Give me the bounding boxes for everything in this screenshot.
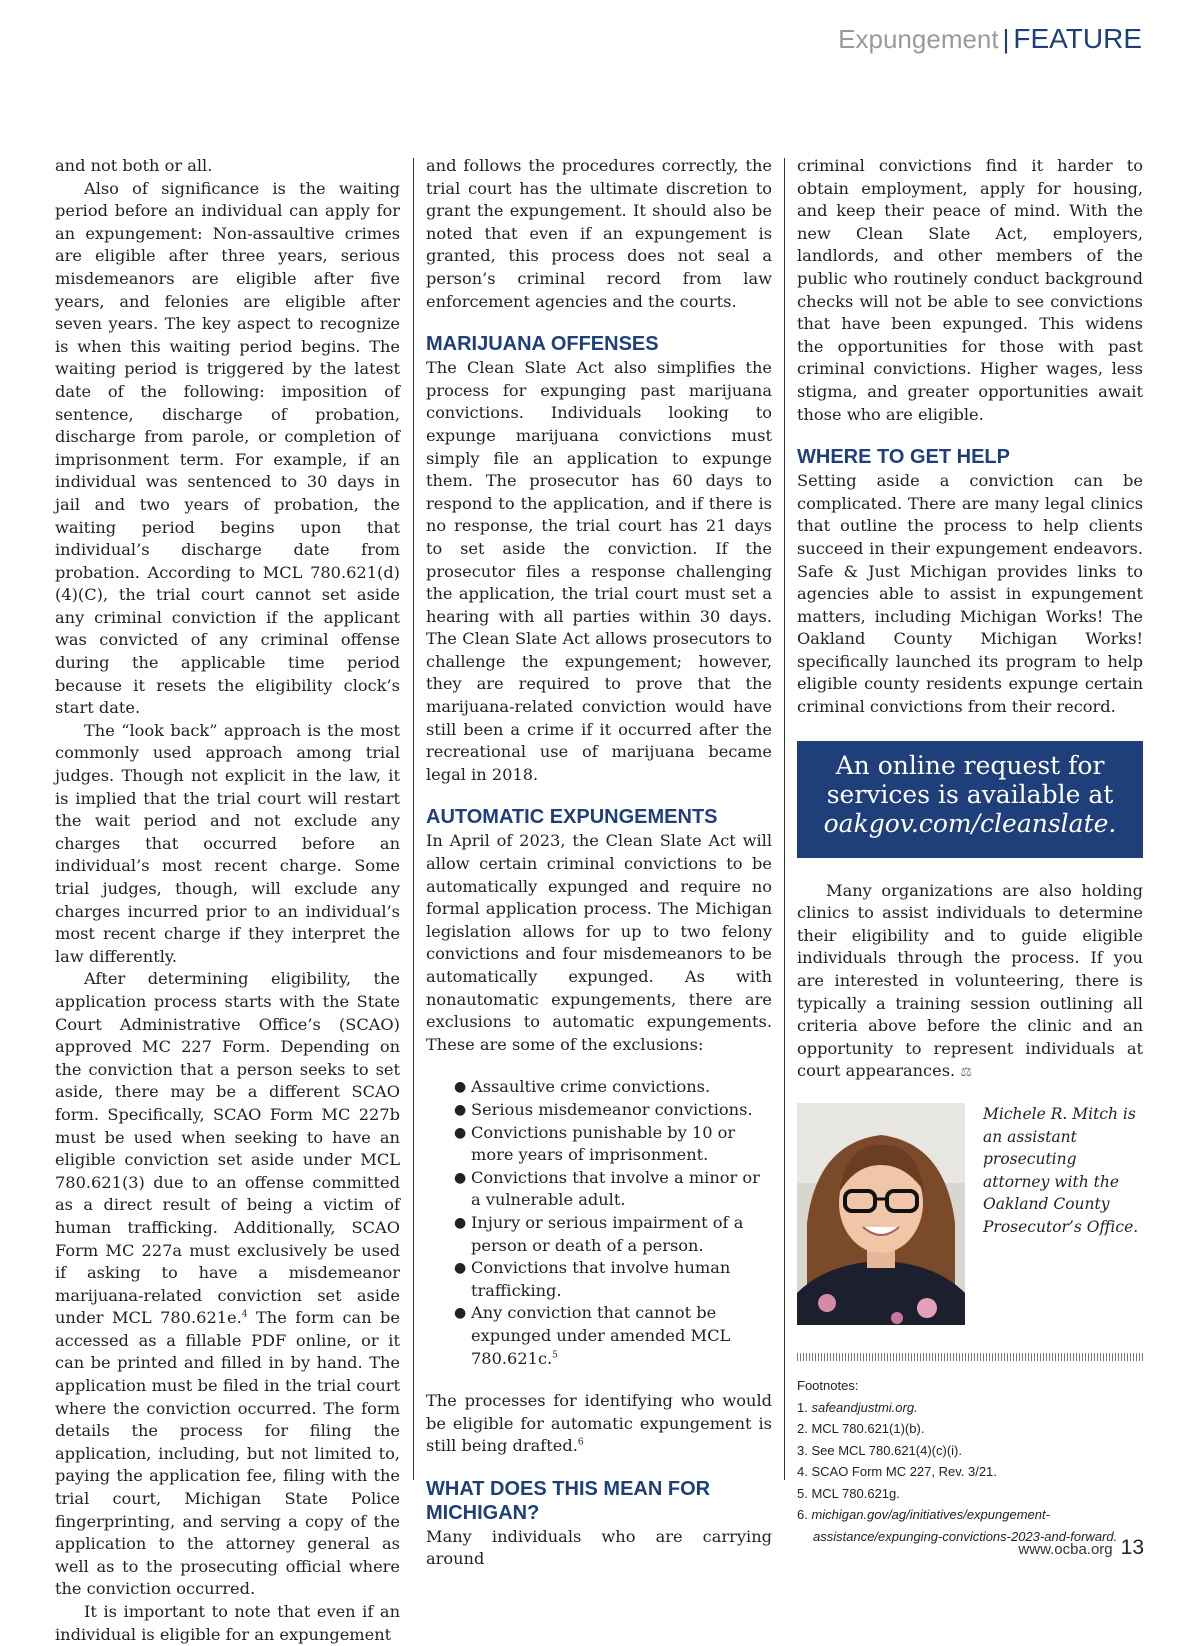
footer-website[interactable]: www.ocba.org [1018,1541,1113,1558]
footnote-item [797,1461,1143,1483]
footnote-ref: 4 [241,1309,248,1320]
callout-box [797,741,1143,858]
footnote-ref: 5 [552,1350,558,1361]
footnote-item [797,1440,1143,1462]
section-heading-marijuana: MARIJUANA OFFENSES [426,333,659,356]
paragraph: In April of 2023, the Clean Slate Act will allow certain criminal convictions to be automatically expunged and require no formal application process. The Michigan legislation allows for up to two felony convictions and four misdemeanors to be automatically expunged. As with nonautomatic expungements, there are exclusions to automatic expungements. These are some of the exclusions: [426,831,772,1054]
list-item: ● Assaultive crime convictions. [454,1076,772,1099]
footnote-number: 1. [797,1399,808,1415]
callout-line: services is available at [826,779,1114,809]
paragraph: criminal convictions find it harder to obtain employment, apply for housing, and keep their peace of mind. With the new Clean Slate Act, employers, landlords, and other members of the public who routinely conduct background checks will not be able to see convictions that have been expunged. This widens the opportunities for those with past criminal convictions. Higher wages, less stigma, and greater opportunities await those who are eligible. [797,156,1143,424]
paragraph: Many individuals who are carrying around [426,1526,772,1569]
section-label: Expungement [838,24,999,54]
paragraph: and follows the procedures correctly, the trial court has the ultimate discretion to grant the expungement. It should also be noted that even if an expungement is granted, this process does not seal a person’s criminal record from law enforcement agencies and the courts. [426,156,772,311]
article-column-3 [797,155,1143,1547]
footnote-item [797,1418,1143,1440]
author-block [797,1103,1143,1325]
paragraph-text: The processes for identifying who would be eligible for automatic expungement is still being drafted. [426,1391,772,1456]
paragraph [55,968,400,1601]
footnote-text: SCAO Form MC 227, Rev. 3/21. [811,1464,997,1479]
footnote-number: 3. [797,1442,808,1458]
footnote-item [797,1397,1143,1419]
footnote-number: 6. [797,1507,808,1522]
list-item: ● Convictions that involve a minor or a vulnerable adult. [454,1167,772,1212]
article-column-2 [426,155,772,1571]
paragraph: It is important to note that even if an individual is eligible for an expungement [55,1602,400,1644]
footnote-number: 4. [797,1464,808,1479]
paragraph-text: The form can be accessed as a fillable PDF online, or it can be printed and filled in by hand. The application must be filed in the trial court where the conviction occurred. The form details the process for filing the application, including, but not limited to, paying the application fee, filing with the trial court, Michigan State Police fingerprinting, and serving a copy of the application to the attorney general as well as to the prosecuting official where the conviction occurred. [55,1308,401,1599]
footnote-ref: 6 [577,1437,584,1448]
paragraph [797,880,1143,1085]
callout-line: An online request for [835,750,1105,780]
footnote-number: 2. [797,1421,808,1436]
paragraph [426,1390,772,1458]
footnotes-title: Footnotes: [797,1378,859,1393]
author-bio: Michele R. Mitch is an assistant prosecuting attorney with the Oakland County Prosecutor’s Office. [983,1105,1139,1236]
footnote-item [797,1483,1143,1505]
callout-url[interactable]: oakgov.com/cleanslate. [823,808,1117,838]
footnotes-list [797,1397,1143,1548]
list-item-text: Any conviction that cannot be expunged under amended MCL 780.621c. [471,1303,731,1368]
list-item [454,1302,772,1370]
paragraph: Setting aside a conviction can be complicated. There are many legal clinics that outline the process to help clients succeed in their expungement endeavors. Safe & Just Michigan provides links to agencies able to assist in expungement matters, including Michigan Works! The Oakland County Michigan Works! specifically launched its program to help eligible county residents expunge certain criminal convictions from their record. [797,471,1143,717]
section-heading-automatic: AUTOMATIC EXPUNGEMENTS [426,806,718,829]
footnote-divider [797,1353,1143,1361]
paragraph: and not both or all. [55,156,213,175]
footnote-text: MCL 780.621g. [811,1485,900,1501]
footnote-number: 5. [797,1485,808,1501]
column-divider [784,158,785,1480]
page-header [838,22,1142,56]
footnotes [797,1375,1143,1547]
end-mark-icon: ⚖ [960,1065,972,1081]
section-heading-help: WHERE TO GET HELP [797,446,1010,469]
paragraph: The “look back” approach is the most commonly used approach among trial judges. Though not explicit in the law, it is implied that the trial court will restart the wait period and not exclude any charges that occurred before an individual’s most recent charge. Some trial judges, though, will exclude any charges incurred prior to an individual’s most recent charge if they interpret the law differently. [55,720,400,966]
header-separator: | [1002,24,1010,54]
column-divider [413,158,414,1480]
paragraph: Also of significance is the waiting period before an individual can apply for an expungement: Non-assaultive crimes are eligible after three years, serious misdemeanors are eligible after five years, and felonies are eligible after seven years. The key aspect to recognize is when this waiting period begins. The waiting period is triggered by the latest date of the following: imposition of sentence, discharge of probation, discharge from parole, or completion of imprisonment term. For example, if an individual was sentenced to 30 days in jail and two years of probation, the waiting period begins upon that individual’s discharge date from probation. According to MCL 780.621(d)(4)(C), the trial court cannot set aside any criminal conviction if the applicant was convicted of any criminal offense during the applicable time period because it resets the eligibility clock’s start date. [55,178,400,718]
footnote-text[interactable]: safeandjustmi.org. [811,1399,918,1415]
page-number: 13 [1120,1536,1144,1559]
section-heading-meaning: WHAT DOES THIS MEAN FOR MICHIGAN? [426,1477,711,1524]
list-item: ● Convictions that involve human trafficking. [454,1257,772,1302]
exclusions-list [454,1076,772,1370]
paragraph: The Clean Slate Act also simplifies the process for expunging past marijuana convictions. Individuals looking to expunge marijuana convictions must simply file an application to expunge them. The prosecutor has 60 days to respond to the application, and if there is no response, the trial court has 21 days to set aside the conviction. If the prosecutor files a response challenging the application, the trial court must set a hearing with all parties within 30 days. The Clean Slate Act allows prosecutors to challenge the expungement; however, they are required to prove that the marijuana-related conviction would have still been a crime if it occurred after the recreational use of marijuana became legal in 2018. [426,358,772,784]
page-footer [1018,1536,1144,1560]
paragraph-text: Many organizations are also holding clinics to assist individuals to determine their eligibility and to guide eligible individuals through the process. If you are interested in volunteering, there is typically a training session outlining all criteria above before the clinic and an opportunity to represent individuals at court appearances. [797,880,1143,1081]
footnote-text: MCL 780.621(1)(b). [811,1421,925,1436]
list-item: ● Injury or serious impairment of a person or death of a person. [454,1212,772,1257]
paragraph-text: After determining eligibility, the application process starts with the State Court Administrative Office’s (SCAO) approved MC 227 Form. Depending on the conviction that a person seeks to set aside, there may be a different SCAO form. Specifically, SCAO Form MC 227b must be used when seeking to have an eligible conviction set aside under MCL 780.621(3) due to an offense committed as a direct result of being a victim of human trafficking. Additionally, SCAO Form MC 227a must exclusively be used if asking to have a misdemeanor marijuana-related conviction set aside under MCL 780.621e. [55,969,400,1328]
article-column-1 [55,155,400,1646]
footnote-text[interactable]: michigan.gov/ag/initiatives/expungement-assistance/expunging-convictions-2023-and-forward. [811,1507,1118,1544]
list-item: ● Convictions punishable by 10 or more years of imprisonment. [454,1122,772,1167]
author-photo [797,1103,965,1325]
feature-label: FEATURE [1013,23,1142,54]
footnote-text: See MCL 780.621(4)(c)(i). [811,1442,962,1458]
list-item: ● Serious misdemeanor convictions. [454,1099,772,1122]
